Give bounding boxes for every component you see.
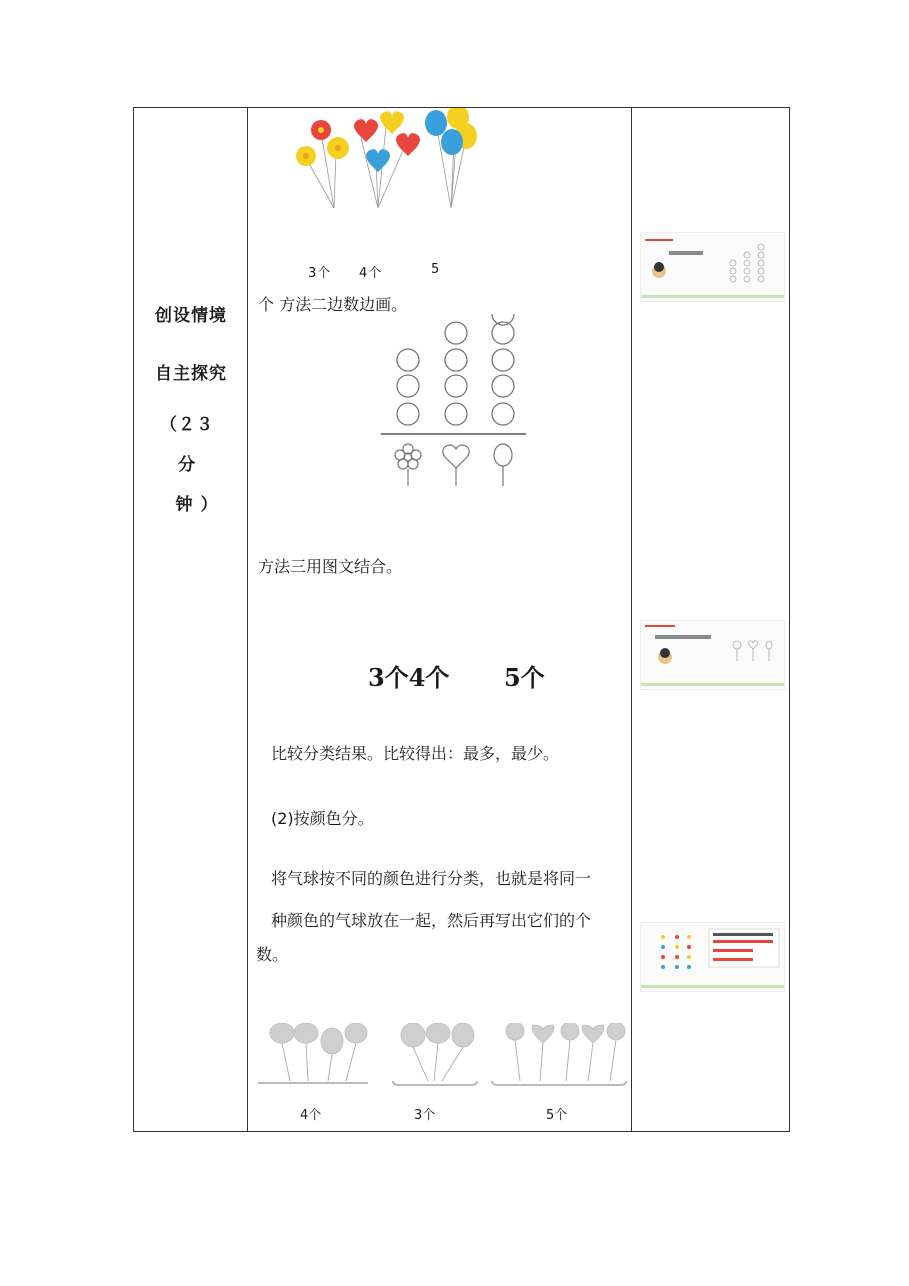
slide-thumbnail-3[interactable]: [640, 922, 785, 992]
round-balloons: [425, 108, 477, 155]
paragraph-line-2: 种颜色的气球放在一起，然后再写出它们的个: [271, 911, 592, 930]
heart-balloons: [354, 111, 420, 172]
big-count-b: 5个: [504, 663, 545, 692]
slide-thumbnails-column: [632, 108, 789, 1131]
bottom-count-a: 4个: [300, 1108, 322, 1123]
bottom-count-c: 5个: [546, 1108, 568, 1123]
slide-thumbnail-1[interactable]: [640, 232, 785, 302]
method1-count-a: 3个: [308, 266, 332, 281]
compare-line: 比较分类结果。比较得出：最多，最少。: [271, 744, 560, 763]
slide-thumbnail-2[interactable]: [640, 620, 785, 690]
stage-title-1: 创设情境: [155, 306, 227, 326]
method3-line: 方法三用图文结合。: [258, 557, 403, 576]
big-count-a: 3个4个: [368, 663, 450, 692]
method2-line: 个 方法二边数边画。: [258, 295, 408, 314]
category-icons: [395, 444, 512, 486]
stage-duration-unit2: 钟 ）: [175, 495, 219, 515]
method1-count-b: 4个: [359, 266, 383, 281]
stage-column: [134, 108, 248, 1131]
circle-tally-diagram: [378, 304, 528, 490]
bottom-count-b: 3个: [414, 1108, 436, 1123]
paragraph-line-1: 将气球按不同的颜色进行分类，也就是将同一: [271, 869, 592, 888]
balloon-bunches-image: [286, 108, 486, 220]
stage-duration-unit: 分: [178, 455, 196, 475]
lesson-table: [133, 107, 790, 1132]
stage-title-2: 自主探究: [155, 364, 227, 384]
color-group-images: [258, 1023, 628, 1091]
stage-duration: （２３: [160, 415, 214, 435]
method1-count-c: 5: [431, 262, 440, 277]
paragraph-line-3: 数。: [256, 945, 289, 964]
content-column: [248, 108, 632, 1131]
by-color-heading: (2)按颜色分。: [271, 809, 374, 828]
